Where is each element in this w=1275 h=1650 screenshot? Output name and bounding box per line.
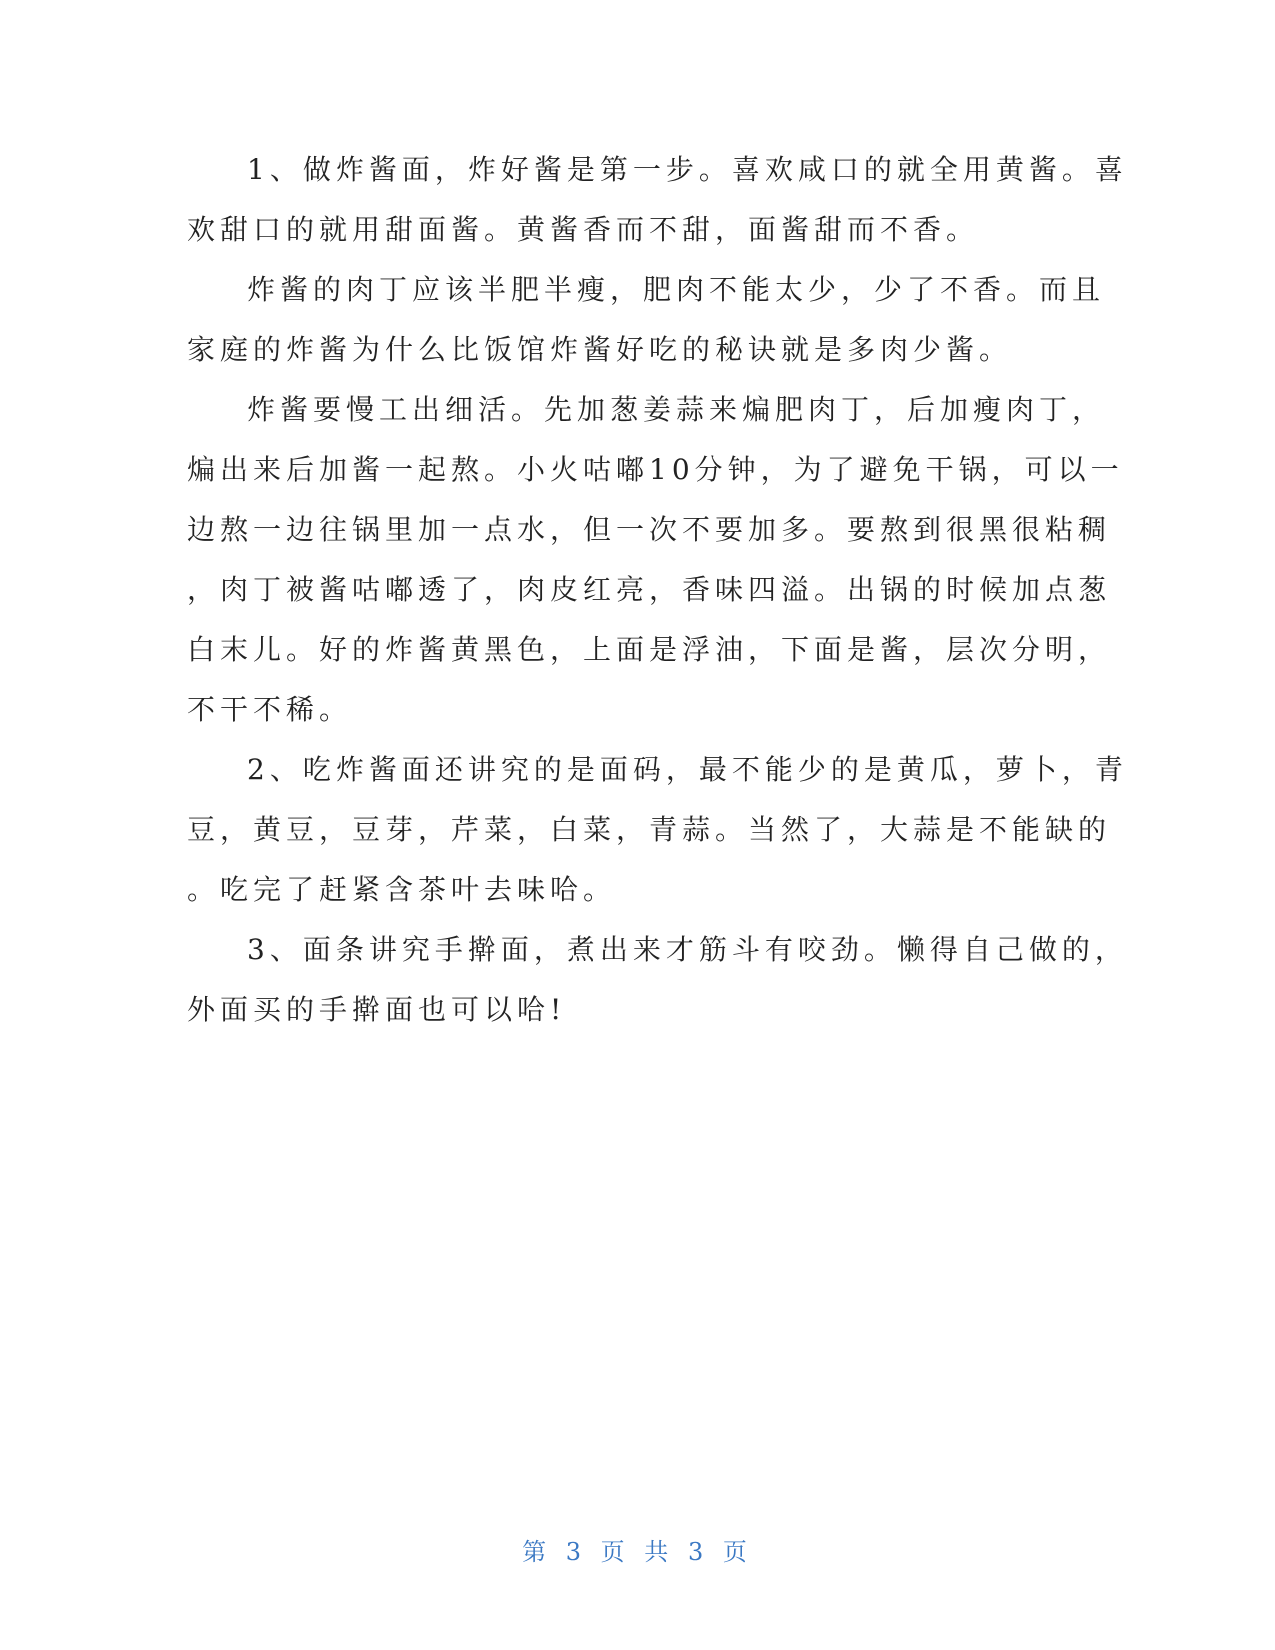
paragraph-1-line-1: 1、做炸酱面，炸好酱是第一步。喜欢咸口的就全用黄酱。喜 xyxy=(247,153,1128,186)
paragraph-3-line-3: 边熬一边往锅里加一点水，但一次不要加多。要熬到很黑很粘稠 xyxy=(187,513,1112,546)
paragraph-4-line-2: 豆，黄豆，豆芽，芹菜，白菜，青蒜。当然了，大蒜是不能缺的 xyxy=(187,813,1112,846)
paragraph-2-line-2: 家庭的炸酱为什么比饭馆炸酱好吃的秘诀就是多肉少酱。 xyxy=(187,333,1013,366)
paragraph-3-line-4: ，肉丁被酱咕嘟透了，肉皮红亮，香味四溢。出锅的时候加点葱 xyxy=(187,573,1112,606)
paragraph-3-line-5: 白末儿。好的炸酱黄黑色，上面是浮油，下面是酱，层次分明， xyxy=(187,633,1112,666)
paragraph-4-line-3: 。吃完了赶紧含茶叶去味哈。 xyxy=(187,873,617,906)
paragraph-3-line-2: 煸出来后加酱一起熬。小火咕嘟10分钟，为了避免干锅，可以一 xyxy=(187,453,1124,486)
paragraph-2-line-1: 炸酱的肉丁应该半肥半瘦，肥肉不能太少，少了不香。而且 xyxy=(247,273,1106,306)
page-number-footer: 第 3 页 共 3 页 xyxy=(522,1538,753,1566)
document-body xyxy=(187,140,1128,1040)
paragraph-3-line-1: 炸酱要慢工出细活。先加葱姜蒜来煸肥肉丁，后加瘦肉丁， xyxy=(247,393,1106,426)
paragraph-5-line-1: 3、面条讲究手擀面，煮出来才筋斗有咬劲。懒得自己做的， xyxy=(247,933,1128,966)
paragraph-3-line-6: 不干不稀。 xyxy=(187,693,353,726)
paragraph-1-line-2: 欢甜口的就用甜面酱。黄酱香而不甜，面酱甜而不香。 xyxy=(187,213,980,246)
paragraph-4-line-1: 2、吃炸酱面还讲究的是面码，最不能少的是黄瓜，萝卜，青 xyxy=(247,753,1128,786)
paragraph-5-line-2: 外面买的手擀面也可以哈! xyxy=(187,993,567,1026)
